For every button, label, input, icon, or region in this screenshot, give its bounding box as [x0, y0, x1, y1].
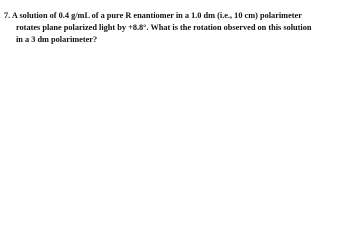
- question-line: 7. A solution of 0.4 g/mL of a pure R enantiomer in a 1.0 dm (i.e., 10 cm) polarimeter: [4, 11, 302, 20]
- question-text: [4, 10, 350, 46]
- question-line: rotates plane polarized light by +8.8°. What is the rotation observed on this solution: [16, 23, 312, 32]
- question-line: in a 3 dm polarimeter?: [16, 35, 98, 44]
